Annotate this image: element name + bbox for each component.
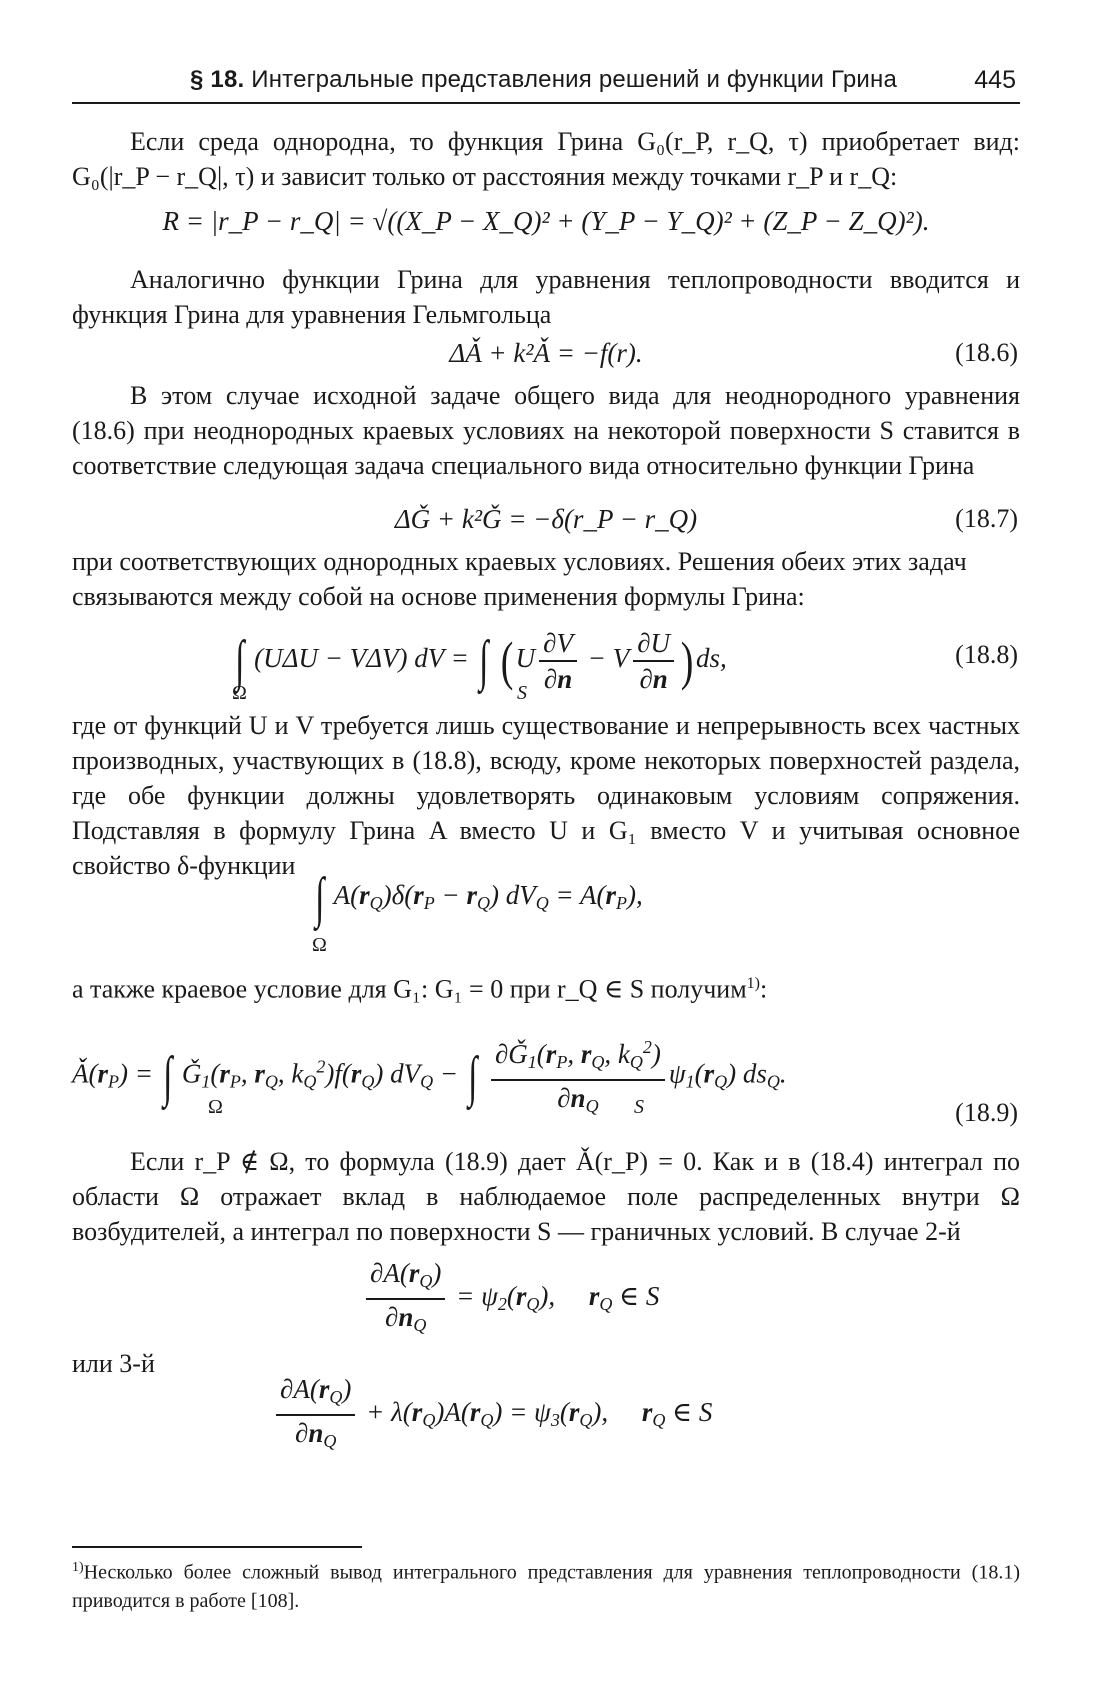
equation-18-9-number: (18.9) bbox=[955, 1098, 1018, 1127]
paragraph-7: Если r_P ∉ Ω, то формула (18.9) дает Ǎ(r_P) = 0. Как и в (18.4) интеграл по области Ω отражает вклад в наблюдаемое поле распределенных внутри Ω возбудителей, а интеграл по поверхности S — граничных условий. В случае 2-й bbox=[72, 1147, 1020, 1246]
equation-18-7-body: ΔǦ + k²Ǧ = −δ(r_P − r_Q) bbox=[394, 504, 698, 534]
section-title bbox=[190, 66, 897, 94]
equation-boundary-2 bbox=[72, 1256, 1020, 1336]
equation-18-9 bbox=[72, 1022, 1020, 1132]
equation-18-7-number: (18.7) bbox=[955, 504, 1018, 533]
integral-sign: ∫ bbox=[467, 1045, 478, 1108]
paragraph-8: или 3-й bbox=[72, 1349, 155, 1378]
footnote bbox=[72, 1554, 1020, 1615]
footnote-reference[interactable]: 1) bbox=[746, 975, 760, 992]
equation-18-8-number: (18.8) bbox=[955, 640, 1018, 669]
equation-18-6-body: ΔǍ + k²Ǎ = −f(r). bbox=[449, 338, 643, 368]
equation-18-6 bbox=[72, 338, 1020, 378]
section-title-text: Интегральные представления решений и функции Грина bbox=[251, 66, 897, 93]
right-paren: ) bbox=[680, 631, 694, 691]
paragraph-6-text: а также краевое условие для G₁: G₁ = 0 при r_Q ∈ S получим bbox=[72, 974, 747, 1004]
domain-omega-label: Ω bbox=[208, 1096, 223, 1118]
equation-delta-property bbox=[72, 867, 1020, 956]
domain-s-label: S bbox=[634, 1096, 644, 1118]
footnote-mark: 1) bbox=[72, 1560, 84, 1575]
paragraph-4: при соответствующих однородных краевых условиях. Решения обеих этих задач связываются между собой на основе применения формулы Грина: bbox=[72, 547, 967, 611]
section-number: § 18. bbox=[190, 66, 245, 93]
paragraph-5: где от функций U и V требуется лишь существование и непрерывность всех частных производных, участвующих в (18.8), всюду, кроме некоторых поверхностей раздела, где обе функции должны удовлетворять одинаковым условиям сопряжения. Подставляя в формулу Грина A вместо U и G₁ вместо V и учитывая основное свойство δ-функции bbox=[72, 711, 1020, 880]
paragraph-3: В этом случае исходной задаче общего вида для неоднородного уравнения (18.6) при неоднородных краевых условиях на некоторой поверхности S ставится в соответствие следующая задача специального вида относительно функции Грина bbox=[72, 381, 1020, 480]
left-paren: ( bbox=[500, 631, 513, 691]
equation-18-8 bbox=[72, 620, 1020, 704]
equation-distance bbox=[72, 206, 1020, 246]
equation-18-9-body: $Ǎ(r_P)$ = ∫ $Ǧ_1(r_P$, $r_Q$, $k_Q^2)f(r_Q)$ $dV_Q$ − ∫ $\frac{\partial Ǧ_1(r_P, r_Q, k_Q^2)}{\partial n_Q}$ $\psi_1(r_Q)$ $ds_Q$. bbox=[72, 1030, 787, 1123]
equation-delta-property-body: ∫ $A(r_Q)\delta(r_P - r_Q) dV_Q = A(r_P)$, bbox=[315, 867, 643, 929]
page-number: 445 bbox=[974, 66, 1016, 94]
domain-omega-label: Ω bbox=[232, 682, 247, 704]
equation-18-8-body: ∫ (UΔU − VΔV) dV = ∫ (U $\frac{\partial V}{\partial n}$ − V $\frac{\partial U}{\partial n}$ )ds, bbox=[235, 628, 727, 694]
running-head bbox=[72, 60, 1020, 104]
equation-boundary-2-body: $\frac{\partial A(r_Q)}{\partial n_Q}$ = $\psi_2(r_Q)$, $r_Q$ ∈ S bbox=[362, 1256, 659, 1342]
integral-sign: ∫ bbox=[162, 1045, 173, 1108]
integral-sign: ∫ bbox=[478, 630, 488, 692]
equation-18-7 bbox=[72, 504, 1020, 544]
paragraph-6: а также краевое условие для G₁: G₁ = 0 при r_Q ∈ S получим$^{1)}$: bbox=[72, 974, 768, 1004]
equation-18-6-number: (18.6) bbox=[955, 338, 1018, 367]
domain-omega-label: Ω bbox=[312, 934, 327, 956]
equation-distance-body: R = |r_P − r_Q| = √((X_P − X_Q)² + (Y_P − Y_Q)² + (Z_P − Z_Q)²). bbox=[162, 206, 930, 236]
domain-s-label: S bbox=[517, 682, 527, 704]
equation-boundary-3 bbox=[72, 1372, 1020, 1452]
integral-sign: ∫ bbox=[235, 630, 245, 692]
integral-sign: ∫ bbox=[315, 867, 325, 929]
equation-boundary-3-body: $\frac{\partial A(r_Q)}{\partial n_Q}$ + $\lambda(r_Q)A(r_Q) = \psi_3(r_Q)$, $r_Q$ ∈ S bbox=[272, 1372, 712, 1458]
footnote-text: Несколько более сложный вывод интегрального представления для уравнения теплопроводности (18.1) приводится в работе [108]. bbox=[72, 1561, 1020, 1612]
paragraph-1: Если среда однородна, то функция Грина G₀(r_P, r_Q, τ) приобретает вид: G₀(|r_P − r_Q|, τ) и зависит только от расстояния между точками r_P и r_Q: bbox=[72, 127, 1020, 191]
footnote-divider bbox=[72, 1546, 362, 1548]
paragraph-2: Аналогично функции Грина для уравнения теплопроводности вводится и функция Грина для уравнения Гельмгольца bbox=[72, 265, 1020, 329]
